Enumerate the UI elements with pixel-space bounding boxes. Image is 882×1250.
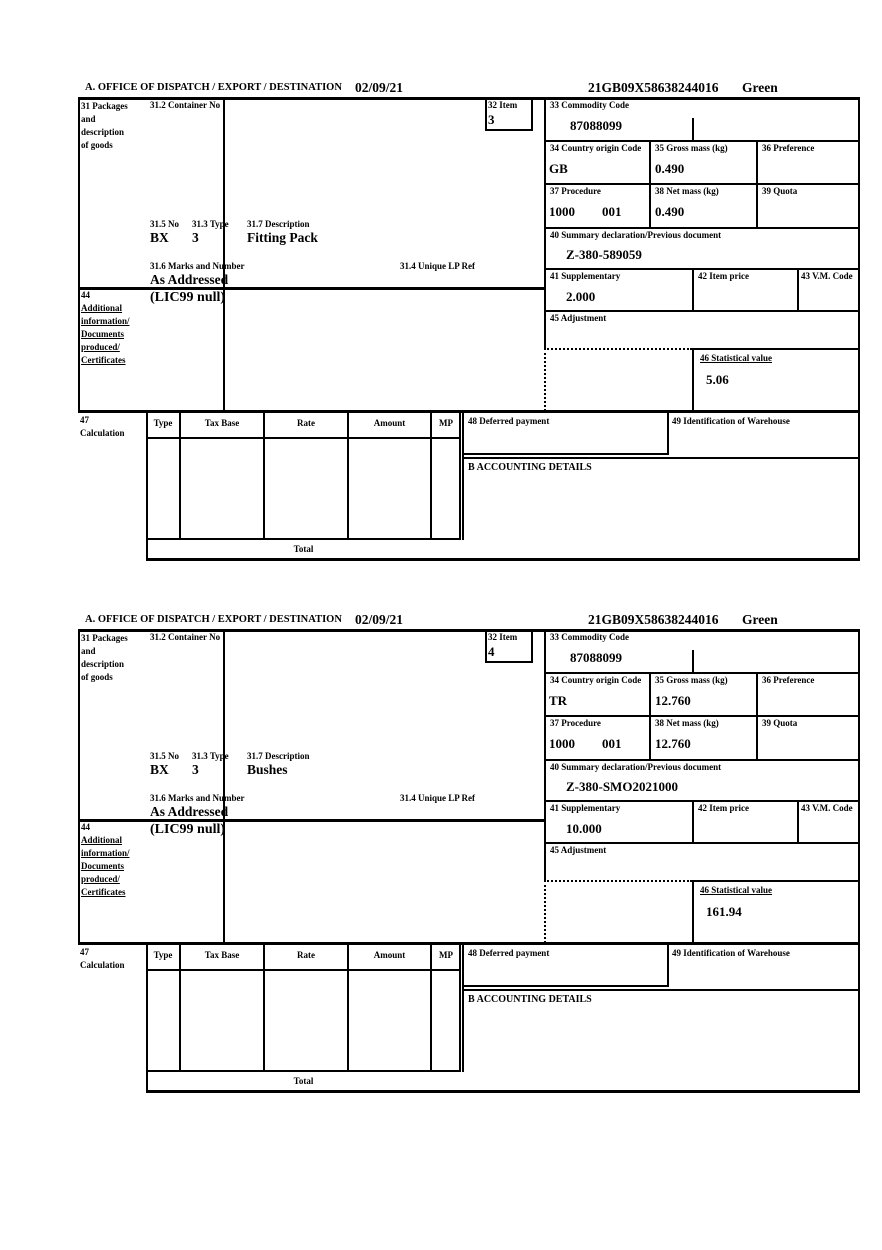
procedure-extra-value: 001 <box>602 736 622 751</box>
additional-info-value: (LIC99 null) <box>150 290 226 305</box>
vm-code-label: 43 V.M. Code <box>801 803 853 813</box>
package-type-value: 3 <box>192 762 199 777</box>
divider-line <box>667 413 669 453</box>
column-header-mp: MP <box>439 950 453 960</box>
divider-line <box>462 457 860 459</box>
divider-line <box>179 945 181 1072</box>
divider-line <box>692 348 860 350</box>
supplementary-value: 10.000 <box>566 821 602 836</box>
package-no-label: 31.5 No <box>150 219 179 229</box>
additional-info-label: produced/ <box>81 874 120 884</box>
divider-line <box>544 268 860 270</box>
commodity-code-value: 87088099 <box>570 650 622 665</box>
divider-line <box>146 437 461 439</box>
total-label: Total <box>293 1076 314 1086</box>
divider-line <box>462 413 464 540</box>
divider-line <box>146 969 461 971</box>
origin-label: 34 Country origin Code <box>550 675 642 685</box>
dotted-divider-line <box>544 880 546 943</box>
origin-label: 34 Country origin Code <box>550 143 642 153</box>
additional-info-value: (LIC99 null) <box>150 822 226 837</box>
summary-declaration-label: 40 Summary declaration/Previous document <box>550 762 722 772</box>
quota-label: 39 Quota <box>762 718 798 728</box>
divider-line <box>78 819 545 822</box>
divider-line <box>430 945 432 1072</box>
declaration-item-section-1 <box>78 80 860 562</box>
quota-label: 39 Quota <box>762 186 798 196</box>
adjustment-label: 45 Adjustment <box>550 845 607 855</box>
marks-value: As Addressed <box>150 804 229 819</box>
gross-mass-value: 12.760 <box>655 693 691 708</box>
description-value: Bushes <box>247 762 288 777</box>
item-number-value: 4 <box>488 644 495 659</box>
divider-line <box>223 629 225 945</box>
procedure-label: 37 Procedure <box>550 186 601 196</box>
net-mass-value: 12.760 <box>655 736 691 751</box>
column-header-amount: Amount <box>373 418 406 428</box>
container-no-label: 31.2 Container No <box>150 632 221 642</box>
supplementary-value: 2.000 <box>566 289 596 304</box>
additional-info-label: 44 <box>81 822 90 832</box>
divider-line <box>692 650 694 672</box>
office-of-dispatch-header: A. OFFICE OF DISPATCH / EXPORT / DESTINATION <box>85 82 342 93</box>
divider-line <box>544 183 860 185</box>
packages-label: 31 Packages <box>81 101 128 111</box>
total-label: Total <box>293 544 314 554</box>
mrn-value: 21GB09X58638244016 <box>588 80 719 95</box>
supplementary-label: 41 Supplementary <box>550 803 621 813</box>
summary-declaration-label: 40 Summary declaration/Previous document <box>550 230 722 240</box>
additional-info-label: Certificates <box>81 887 126 897</box>
commodity-code-label: 33 Commodity Code <box>550 632 629 642</box>
divider-line <box>692 118 694 140</box>
divider-line <box>347 945 349 1072</box>
gross-mass-label: 35 Gross mass (kg) <box>655 675 728 685</box>
divider-line <box>263 945 265 1072</box>
preference-label: 36 Preference <box>762 675 815 685</box>
divider-line <box>797 268 799 310</box>
package-type-label: 31.3 Type <box>192 751 229 761</box>
packages-label: of goods <box>81 140 113 150</box>
divider-line <box>462 989 860 991</box>
column-header-rate: Rate <box>297 950 315 960</box>
additional-info-label: information/ <box>81 316 130 326</box>
deferred-payment-label: 48 Deferred payment <box>468 948 550 958</box>
gross-mass-value: 0.490 <box>655 161 685 176</box>
preference-label: 36 Preference <box>762 143 815 153</box>
main-form-border <box>78 629 860 945</box>
divider-line <box>692 880 860 882</box>
calculation-label: 47 <box>80 415 89 425</box>
procedure-value: 1000 <box>549 204 575 219</box>
routing-status: Green <box>742 612 778 627</box>
column-header-tax-base: Tax Base <box>204 418 240 428</box>
package-no-label: 31.5 No <box>150 751 179 761</box>
additional-info-label: Additional <box>81 303 123 313</box>
warehouse-id-label: 49 Identification of Warehouse <box>672 948 790 958</box>
additional-info-label: produced/ <box>81 342 120 352</box>
divider-line <box>223 97 225 413</box>
warehouse-id-label: 49 Identification of Warehouse <box>672 416 790 426</box>
packages-label: and <box>81 646 96 656</box>
divider-line <box>544 715 860 717</box>
divider-line <box>667 945 669 985</box>
packages-label: of goods <box>81 672 113 682</box>
package-type-value: 3 <box>192 230 199 245</box>
marks-value: As Addressed <box>150 272 229 287</box>
unique-lp-ref-label: 31.4 Unique LP Ref <box>400 261 476 271</box>
procedure-label: 37 Procedure <box>550 718 601 728</box>
column-header-tax-base: Tax Base <box>204 950 240 960</box>
additional-info-label: Certificates <box>81 355 126 365</box>
marks-label: 31.6 Marks and Number <box>150 793 245 803</box>
calculation-label: Calculation <box>80 428 125 438</box>
calculation-table <box>146 413 461 540</box>
divider-line <box>797 800 799 842</box>
net-mass-label: 38 Net mass (kg) <box>655 718 719 728</box>
package-no-value: BX <box>150 230 169 245</box>
statistical-value-label: 46 Statistical value <box>700 885 772 895</box>
calculation-label: Calculation <box>80 960 125 970</box>
package-type-label: 31.3 Type <box>192 219 229 229</box>
item-label: 32 Item <box>488 632 518 642</box>
calculation-table <box>146 945 461 1072</box>
routing-status: Green <box>742 80 778 95</box>
divider-line <box>544 759 860 761</box>
divider-line <box>78 287 545 290</box>
divider-line <box>544 842 860 844</box>
divider-line <box>544 140 860 142</box>
item-price-label: 42 Item price <box>698 271 749 281</box>
item-label: 32 Item <box>488 100 518 110</box>
divider-line <box>544 310 860 312</box>
calculation-label: 47 <box>80 947 89 957</box>
accounting-details-label: B ACCOUNTING DETAILS <box>468 994 592 1005</box>
declaration-item-section-2 <box>78 612 860 1094</box>
column-header-rate: Rate <box>297 418 315 428</box>
supplementary-label: 41 Supplementary <box>550 271 621 281</box>
description-label: 31.7 Description <box>247 751 310 761</box>
additional-info-label: Documents <box>81 861 124 871</box>
divider-line <box>263 413 265 540</box>
adjustment-label: 45 Adjustment <box>550 313 607 323</box>
statistical-value-label: 46 Statistical value <box>700 353 772 363</box>
declaration-date: 02/09/21 <box>355 612 404 627</box>
accounting-details-label: B ACCOUNTING DETAILS <box>468 462 592 473</box>
column-header-amount: Amount <box>373 950 406 960</box>
previous-document-value: Z-380-SMO2021000 <box>566 779 678 794</box>
divider-line <box>462 945 464 1072</box>
container-no-label: 31.2 Container No <box>150 100 221 110</box>
package-no-value: BX <box>150 762 169 777</box>
origin-value: TR <box>549 693 568 708</box>
item-price-label: 42 Item price <box>698 803 749 813</box>
description-label: 31.7 Description <box>247 219 310 229</box>
net-mass-label: 38 Net mass (kg) <box>655 186 719 196</box>
commodity-code-label: 33 Commodity Code <box>550 100 629 110</box>
packages-label: 31 Packages <box>81 633 128 643</box>
divider-line <box>692 800 694 842</box>
dotted-divider-line <box>544 880 692 882</box>
divider-line <box>756 140 758 227</box>
unique-lp-ref-label: 31.4 Unique LP Ref <box>400 793 476 803</box>
additional-info-label: information/ <box>81 848 130 858</box>
additional-info-label: Documents <box>81 329 124 339</box>
divider-line <box>544 672 860 674</box>
vm-code-label: 43 V.M. Code <box>801 271 853 281</box>
packages-label: and <box>81 114 96 124</box>
divider-line <box>692 268 694 310</box>
divider-line <box>649 140 651 227</box>
divider-line <box>544 227 860 229</box>
deferred-payment-label: 48 Deferred payment <box>468 416 550 426</box>
divider-line <box>756 672 758 759</box>
column-header-mp: MP <box>439 418 453 428</box>
divider-line <box>858 413 860 540</box>
description-value: Fitting Pack <box>247 230 318 245</box>
divider-line <box>179 413 181 540</box>
divider-line <box>430 413 432 540</box>
mrn-value: 21GB09X58638244016 <box>588 612 719 627</box>
office-of-dispatch-header: A. OFFICE OF DISPATCH / EXPORT / DESTINATION <box>85 614 342 625</box>
divider-line <box>692 348 694 411</box>
packages-label: description <box>81 127 125 137</box>
origin-value: GB <box>549 161 568 176</box>
dotted-divider-line <box>544 348 546 411</box>
divider-line <box>462 985 669 987</box>
marks-label: 31.6 Marks and Number <box>150 261 245 271</box>
declaration-date: 02/09/21 <box>355 80 404 95</box>
divider-line <box>347 413 349 540</box>
column-header-type: Type <box>153 950 173 960</box>
divider-line <box>649 672 651 759</box>
column-header-type: Type <box>153 418 173 428</box>
dotted-divider-line <box>544 348 692 350</box>
procedure-extra-value: 001 <box>602 204 622 219</box>
net-mass-value: 0.490 <box>655 204 685 219</box>
additional-info-label: Additional <box>81 835 123 845</box>
statistical-value: 161.94 <box>706 904 742 919</box>
packages-label: description <box>81 659 125 669</box>
divider-line <box>544 800 860 802</box>
gross-mass-label: 35 Gross mass (kg) <box>655 143 728 153</box>
divider-line <box>462 453 669 455</box>
main-form-border <box>78 97 860 413</box>
additional-info-label: 44 <box>81 290 90 300</box>
divider-line <box>858 945 860 1072</box>
previous-document-value: Z-380-589059 <box>566 247 642 262</box>
item-number-value: 3 <box>488 112 495 127</box>
divider-line <box>692 880 694 943</box>
statistical-value: 5.06 <box>706 372 729 387</box>
commodity-code-value: 87088099 <box>570 118 622 133</box>
procedure-value: 1000 <box>549 736 575 751</box>
